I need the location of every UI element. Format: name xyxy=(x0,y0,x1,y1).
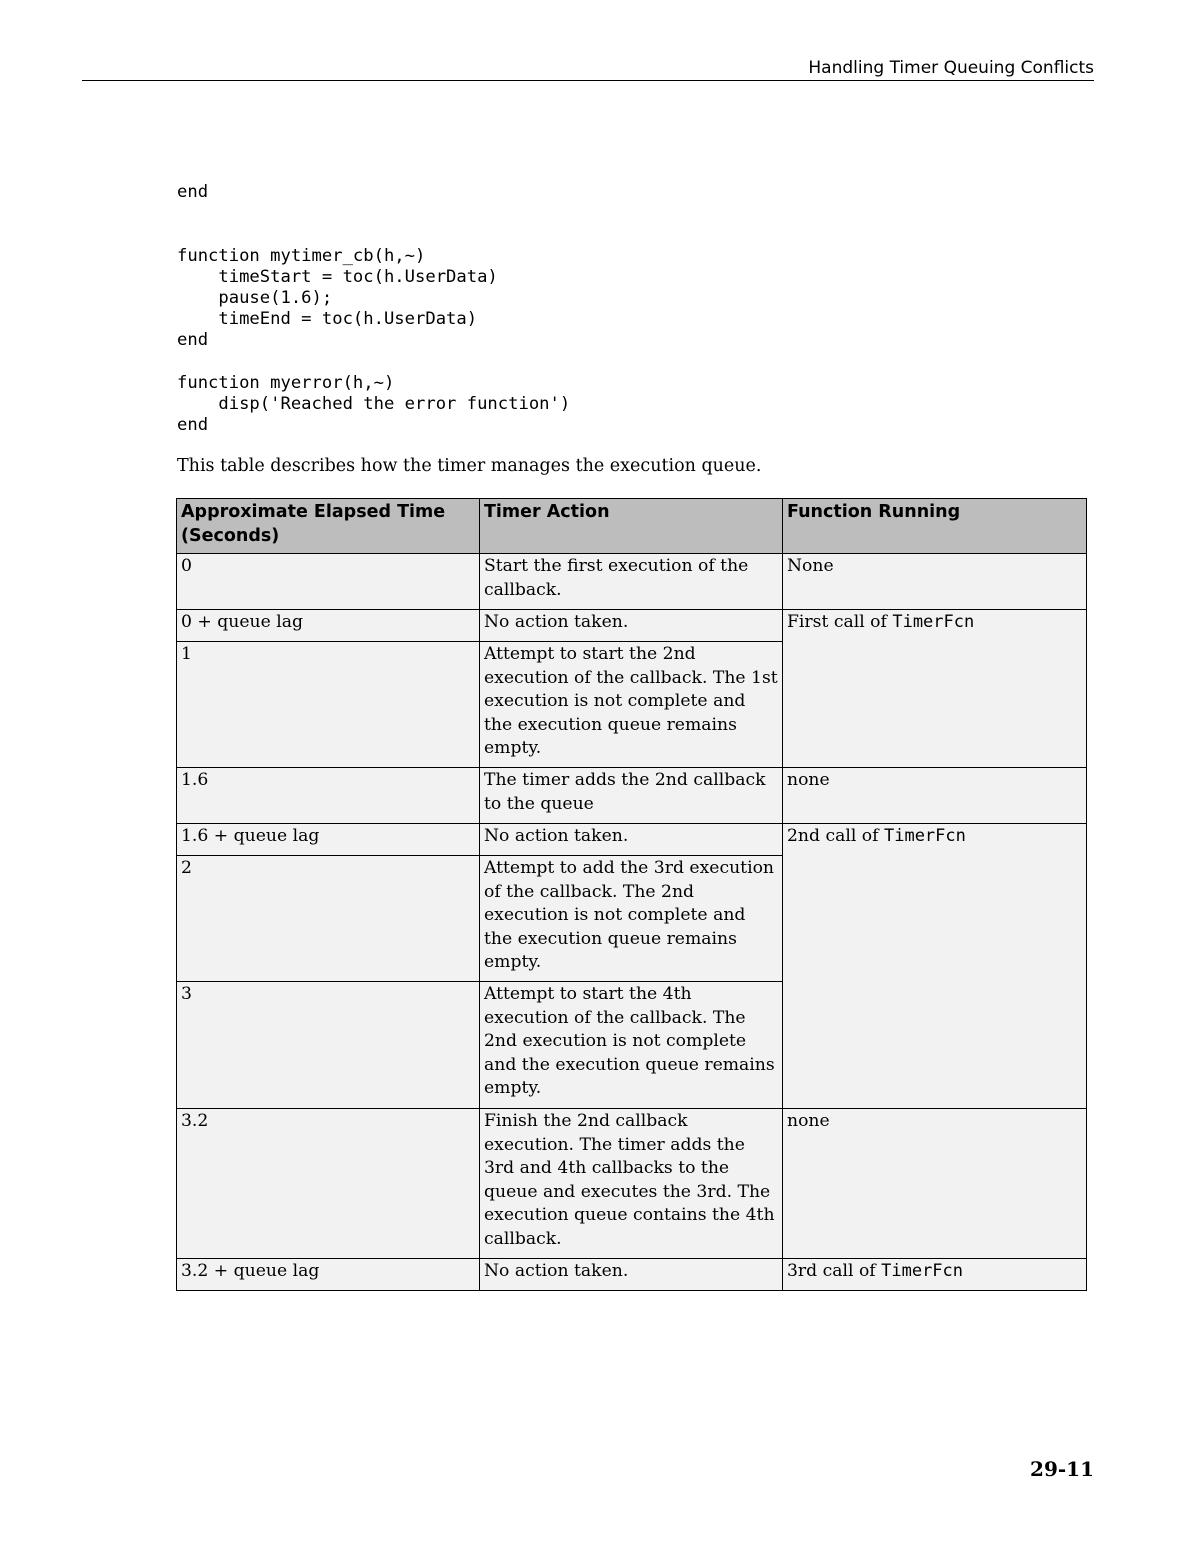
table-row xyxy=(177,824,1087,856)
header-rule xyxy=(82,80,1094,81)
table-row xyxy=(177,768,1087,824)
cell-running: none xyxy=(783,1109,1087,1259)
running-code: TimerFcn xyxy=(883,826,966,846)
cell-action: No action taken. xyxy=(480,1259,783,1291)
running-prefix: First call of xyxy=(787,612,893,632)
code-block: end function mytimer_cb(h,~) timeStart = toc(h.UserData) pause(1.6); timeEnd = toc(h.UserData) end function myerror(h,~) disp('Reached the error function') end xyxy=(177,182,571,436)
running-code: TimerFcn xyxy=(881,1261,964,1281)
cell-time: 0 + queue lag xyxy=(177,610,480,642)
cell-action: Attempt to add the 3rd execution of the callback. The 2nd execution is not complete and the execution queue remains empty. xyxy=(480,856,783,982)
table-row xyxy=(177,610,1087,642)
cell-running: None xyxy=(783,554,1087,610)
table-row xyxy=(177,1259,1087,1291)
cell-time: 2 xyxy=(177,856,480,982)
cell-action: Attempt to start the 2nd execution of the callback. The 1st execution is not complete and the execution queue remains empty. xyxy=(480,642,783,768)
intro-paragraph: This table describes how the timer manages the execution queue. xyxy=(177,456,762,476)
cell-time: 0 xyxy=(177,554,480,610)
cell-time: 1.6 + queue lag xyxy=(177,824,480,856)
cell-action: No action taken. xyxy=(480,824,783,856)
cell-action: Attempt to start the 4th execution of the callback. The 2nd execution is not complete and the execution queue remains empty. xyxy=(480,982,783,1109)
cell-time: 3 xyxy=(177,982,480,1109)
cell-time: 3.2 + queue lag xyxy=(177,1259,480,1291)
page-number: 29-11 xyxy=(1030,1457,1094,1481)
cell-action: No action taken. xyxy=(480,610,783,642)
cell-action: Finish the 2nd callback execution. The timer adds the 3rd and 4th callbacks to the queue and executes the 3rd. The execution queue contains the 4th callback. xyxy=(480,1109,783,1259)
running-code: TimerFcn xyxy=(892,612,975,632)
cell-action: Start the first execution of the callback. xyxy=(480,554,783,610)
table-header-row xyxy=(177,499,1087,554)
running-prefix: 2nd call of xyxy=(787,826,884,846)
cell-running xyxy=(783,1259,1087,1291)
timer-queue-table xyxy=(176,498,1087,1291)
column-header-function-running: Function Running xyxy=(783,499,1087,554)
cell-running xyxy=(783,610,1087,768)
running-prefix: 3rd call of xyxy=(787,1261,882,1281)
cell-action: The timer adds the 2nd callback to the queue xyxy=(480,768,783,824)
cell-running xyxy=(783,824,1087,1109)
column-header-timer-action: Timer Action xyxy=(480,499,783,554)
running-header: Handling Timer Queuing Conflicts xyxy=(808,58,1094,78)
cell-time: 1.6 xyxy=(177,768,480,824)
table-row xyxy=(177,1109,1087,1259)
table-row xyxy=(177,554,1087,610)
cell-time: 3.2 xyxy=(177,1109,480,1259)
column-header-elapsed-time: Approximate Elapsed Time (Seconds) xyxy=(177,499,480,554)
cell-time: 1 xyxy=(177,642,480,768)
cell-running: none xyxy=(783,768,1087,824)
